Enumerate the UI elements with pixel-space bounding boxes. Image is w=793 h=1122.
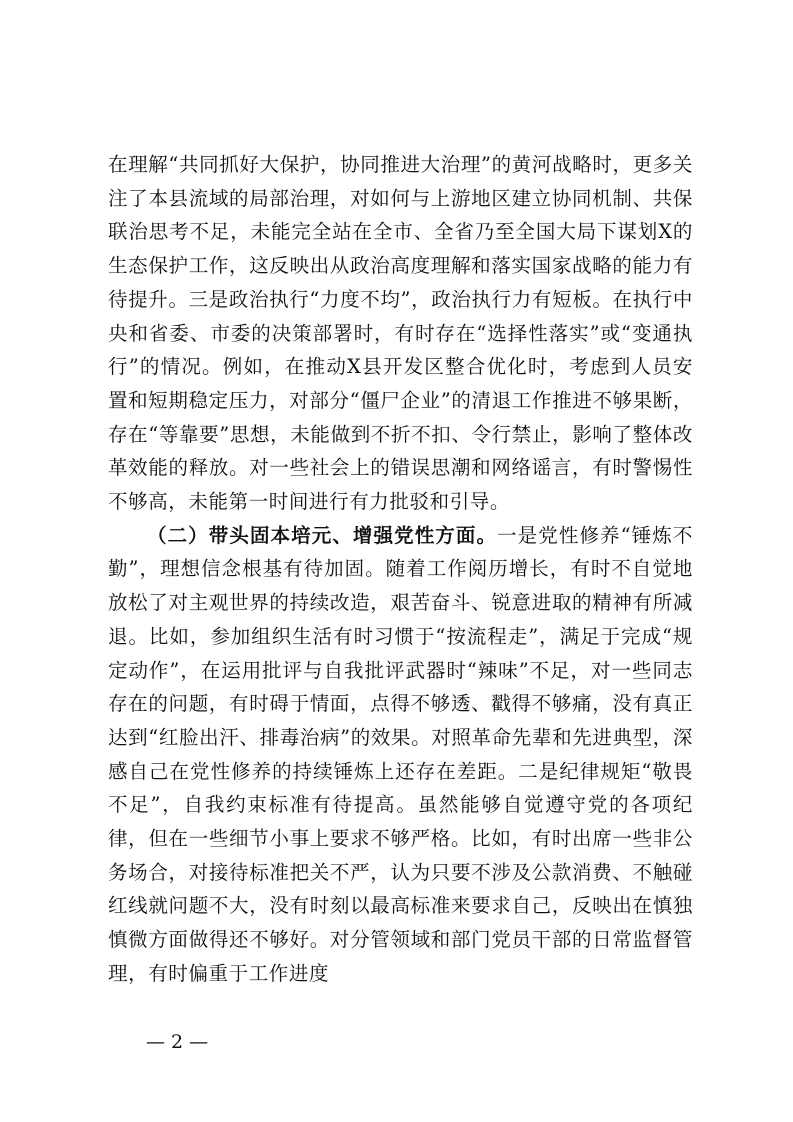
body-paragraph: 在理解“共同抓好大保护，协同推进大治理”的黄河战略时，更多关注了本县流域的局部治理，对如何与上游地区建立协同机制、共保联治思考不足，未能完全站在全市、全省乃至全国大局下谋划X的生态保护工作，这反映出从政治高度理解和落实国家战略的能力有待提升。三是政治执行“力度不均”，政治执行力有短板。在执行中央和省委、市委的决策部署时，有时存在“选择性落实”或“变通执行”的情况。例如，在推动X县开发区整合优化时，考虑到人员安置和短期稳定压力，对部分“僵尸企业”的清退工作推进不够果断，存在“等靠要”思想，未能做到不折不扣、令行禁止，影响了整体改革效能的释放。对一些社会上的错误思潮和网络谣言，有时警惕性不够高，未能第一时间进行有力批驳和引导。 — [108, 153, 693, 514]
page-number: — 2 — — [146, 1031, 209, 1053]
section-heading: （二）带头固本培元、增强党性方面。 — [147, 523, 498, 547]
section-body-text: 一是党性修养“锤炼不勤”，理想信念根基有待加固。随着工作阅历增长，有时不自觉地放松了对主观世界的持续改造，艰苦奋斗、锐意进取的精神有所减退。比如，参加组织生活有时习惯于“按流程走”，满足于完成“规定动作”，在运用批评与自我批评武器时“辣味”不足，对一些同志存在的问题，有时碍于情面，点得不够透、戳得不够痛，没有真正达到“红脸出汗、排毒治病”的效果。对照革命先辈和先进典型，深感自己在党性修养的持续锤炼上还存在差距。二是纪律规矩“敬畏不足”，自我约束标准有待提高。虽然能够自觉遵守党的各项纪律，但在一些细节小事上要求不够严格。比如，有时出席一些非公务场合，对接待标准把关不严，认为只要不涉及公款消费、不触碰红线就问题不大，没有时刻以最高标准来要求自己，反映出在慎独慎微方面做得还不够好。对分管领域和部门党员干部的日常监督管理，有时偏重于工作进度 — [108, 523, 693, 985]
body-paragraph — [108, 519, 693, 991]
document-body — [108, 148, 693, 991]
